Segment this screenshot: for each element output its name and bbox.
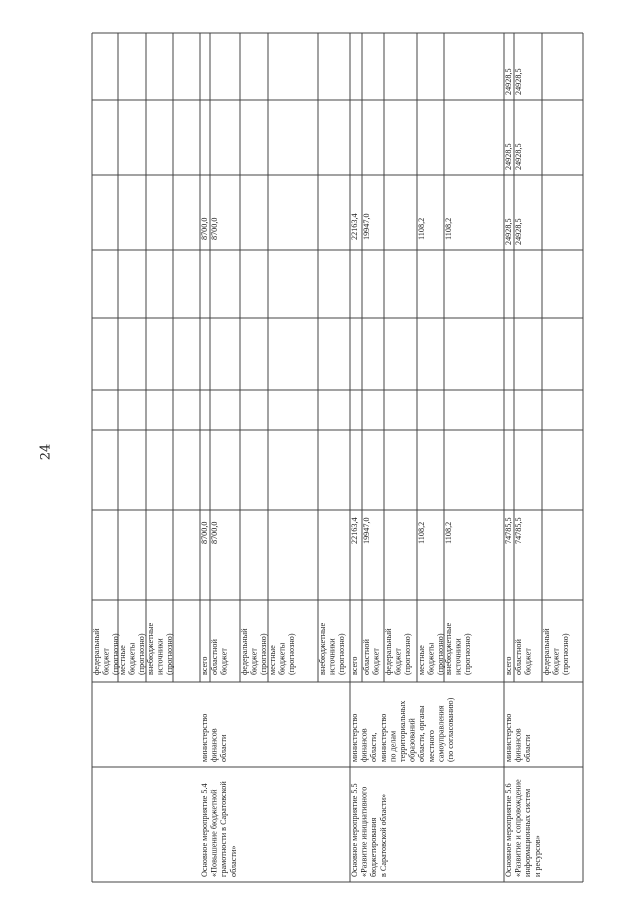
value-total: 1108,2 xyxy=(417,521,426,544)
source-label: (прогнозно) xyxy=(403,633,413,675)
source-label: (прогнозно) xyxy=(165,633,175,675)
source-label: бюджет xyxy=(101,648,111,675)
measure-name: Основное мероприятие 5.4 xyxy=(200,783,209,877)
value-year: 19947,0 xyxy=(362,213,371,240)
measure-name: области» xyxy=(228,845,238,877)
measure-name: «Развитие инициативного xyxy=(359,786,369,877)
executor-name: министерство xyxy=(200,713,209,762)
value-total: 74785,5 xyxy=(504,517,513,544)
executor-name: области, xyxy=(369,732,379,762)
source-label: (прогнозно) xyxy=(436,633,446,675)
source-label: федеральный xyxy=(384,628,393,675)
source-label: (прогнозно) xyxy=(337,633,347,675)
source-label: федеральный xyxy=(240,628,249,675)
measure-name: «Повышение бюджетной xyxy=(209,789,219,877)
measure-name: бюджетирования xyxy=(369,817,379,877)
source-label: местные xyxy=(118,645,127,675)
value-total: 8700,0 xyxy=(200,521,209,544)
source-label: бюджеты xyxy=(277,642,287,675)
value-year: 1108,2 xyxy=(444,217,453,240)
executor-name: по делам xyxy=(388,730,398,762)
executor-name: территориальных xyxy=(398,700,407,762)
source-label: бюджет xyxy=(523,648,533,675)
measure-name: грамотности в Саратовской xyxy=(219,781,229,877)
source-label: источники xyxy=(155,638,165,675)
executor-name: финансов xyxy=(513,728,523,762)
source-label: (прогнозно) xyxy=(287,633,297,675)
value-year: 24928,5 xyxy=(504,143,513,170)
measure-name: информационных систем xyxy=(523,788,533,877)
source-label: бюджеты xyxy=(127,642,137,675)
value-year: 24928,5 xyxy=(514,68,523,95)
measure-name: «Развитие и сопровождение xyxy=(513,779,523,877)
source-label: местные xyxy=(268,645,277,675)
executor-name: местного xyxy=(426,730,436,762)
source-label: бюджет xyxy=(371,648,381,675)
source-label: всего xyxy=(504,656,513,675)
value-total: 19947,0 xyxy=(362,517,371,544)
source-label: внебюджетные xyxy=(318,622,327,675)
source-label: областной xyxy=(362,639,371,675)
executor-name: финансов xyxy=(209,728,219,762)
executor-name: самоуправления xyxy=(436,705,446,762)
value-year: 24928,5 xyxy=(514,218,523,245)
source-label: (прогнозно) xyxy=(111,633,121,675)
page-number-text: 24 xyxy=(38,443,54,461)
value-total: 74785,5 xyxy=(514,517,523,544)
source-label: бюджет xyxy=(249,648,259,675)
measure-name: и ресурсов» xyxy=(532,835,542,877)
value-total: 8700,0 xyxy=(210,521,219,544)
source-label: бюджет xyxy=(219,648,229,675)
source-label: всего xyxy=(350,656,359,675)
value-year: 8700,0 xyxy=(210,217,219,240)
value-year: 24928,5 xyxy=(514,143,523,170)
source-label: (прогнозно) xyxy=(137,633,147,675)
source-label: источники xyxy=(453,638,463,675)
source-label: бюджет xyxy=(393,648,403,675)
value-year: 8700,0 xyxy=(200,217,209,240)
measure-name: Основное мероприятие 5.6 xyxy=(504,783,513,877)
source-label: (прогнозно) xyxy=(463,633,473,675)
executor-name: образований xyxy=(407,718,417,762)
source-label: областной xyxy=(514,639,523,675)
executor-name: (по согласованию) xyxy=(446,697,455,762)
source-label: федеральный xyxy=(92,628,101,675)
source-label: (прогнозно) xyxy=(561,633,571,675)
value-total: 22163,4 xyxy=(350,517,359,544)
source-label: внебюджетные xyxy=(146,622,155,675)
executor-name: министерство xyxy=(504,713,513,762)
table-cells xyxy=(92,68,570,877)
source-label: бюджеты xyxy=(426,642,436,675)
source-label: внебюджетные xyxy=(444,622,453,675)
source-label: (прогнозно) xyxy=(259,633,269,675)
value-year: 1108,2 xyxy=(417,217,426,240)
value-year: 24928,5 xyxy=(504,218,513,245)
value-year: 22163,4 xyxy=(350,213,359,240)
source-label: бюджет xyxy=(551,648,561,675)
executor-name: министерство xyxy=(378,713,388,762)
source-label: всего xyxy=(200,656,209,675)
source-label: источники xyxy=(327,638,337,675)
source-label: федеральный xyxy=(542,628,551,675)
executor-name: области xyxy=(219,734,229,762)
measure-name: в Саратовской области» xyxy=(378,793,388,877)
executor-name: области, органы xyxy=(417,705,427,762)
value-year: 24928,5 xyxy=(504,68,513,95)
source-label: местные xyxy=(417,645,426,675)
executor-name: министерство xyxy=(350,713,359,762)
source-label: областной xyxy=(210,639,219,675)
executor-name: области xyxy=(523,734,533,762)
executor-name: финансов xyxy=(359,728,369,762)
value-total: 1108,2 xyxy=(444,521,453,544)
measure-name: Основное мероприятие 5.5 xyxy=(350,783,359,877)
